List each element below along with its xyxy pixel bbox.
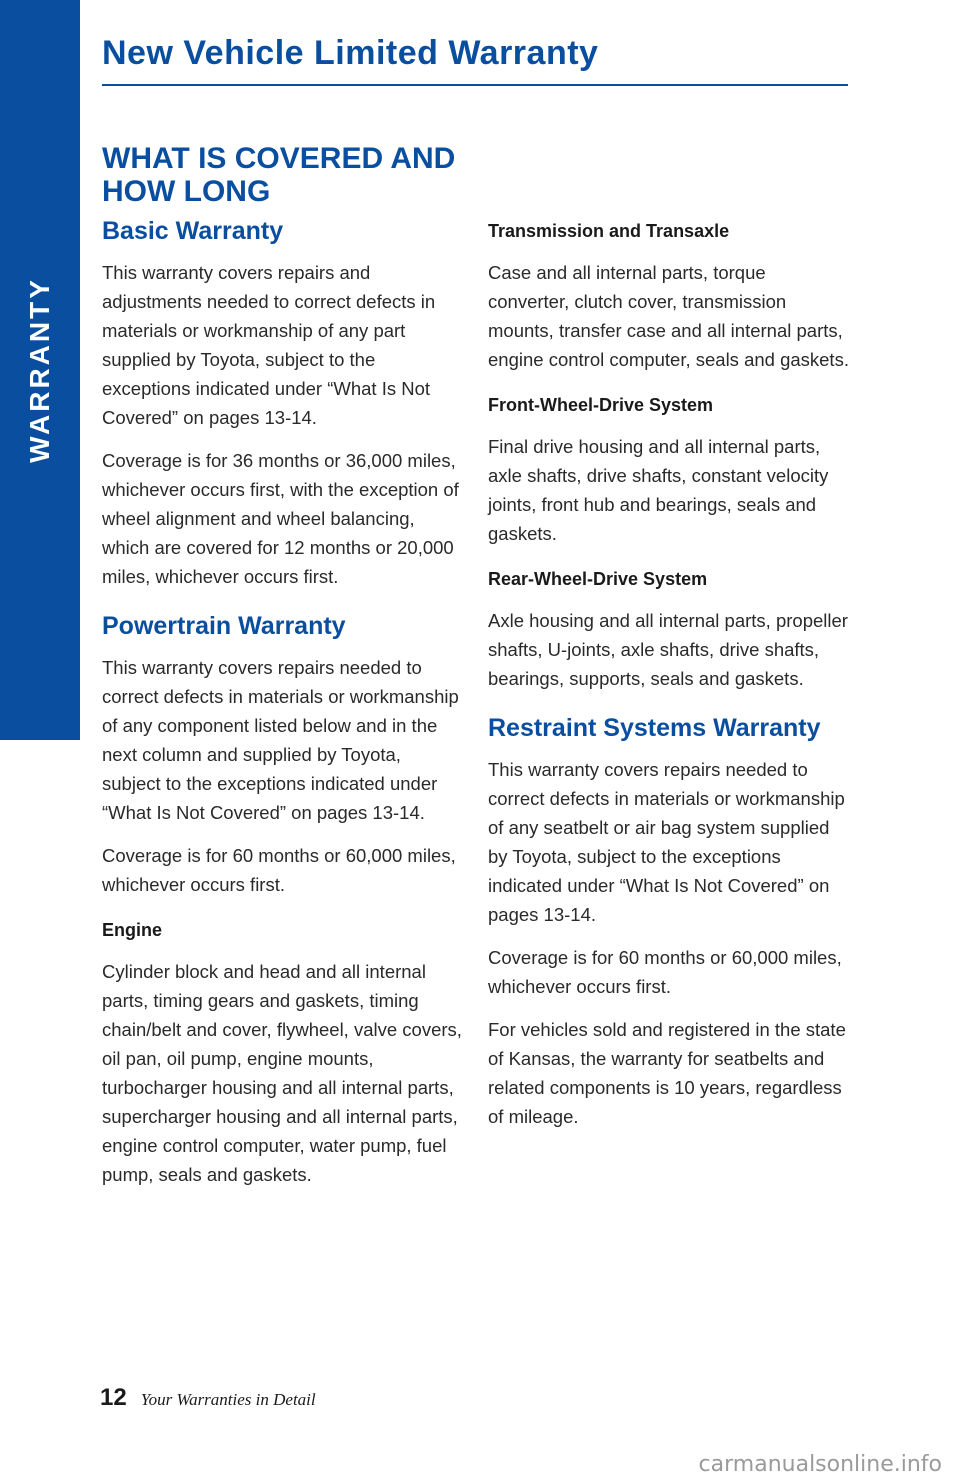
side-tab (0, 0, 80, 740)
restraint-warranty-text: This warranty covers repairs needed to correct defects in materials or workmanship of any seatbelt or air bag system supplied by Toyota, subject to the exceptions indicated under “What Is Not Covered” on pages 13-14. (488, 759, 845, 925)
right-column (488, 214, 850, 1131)
rwd-text: Axle housing and all internal parts, propeller shafts, U-joints, axle shafts, drive shafts, bearings, supports, seals and gaskets. (488, 610, 848, 689)
basic-warranty-text: This warranty covers repairs and adjustments needed to correct defects in materials or workmanship of any part supplied by Toyota, subject to the exceptions indicated under “What Is Not Covered” on pages 13-14. (102, 262, 436, 428)
section-title: WHAT IS COVERED AND HOW LONG (102, 142, 456, 208)
left-column (102, 214, 464, 1189)
powertrain-coverage-text: Coverage is for 60 months or 60,000 miles, whichever occurs first. (102, 845, 456, 895)
engine-text: Cylinder block and head and all internal parts, timing gears and gaskets, timing chain/belt and cover, flywheel, valve covers, oil pan, oil pump, engine mounts, turbocharger housing and all internal parts, supercharger housing and all internal parts, engine control computer, water pump, fuel pump, seals and gaskets. (102, 961, 462, 1185)
basic-warranty-heading: Basic Warranty (102, 217, 284, 245)
basic-coverage-text: Coverage is for 36 months or 36,000 miles, whichever occurs first, with the exception of wheel alignment and wheel balancing, which are covered for 12 months or 20,000 miles, whichever occurs first. (102, 450, 459, 587)
powertrain-warranty-text: This warranty covers repairs needed to correct defects in materials or workmanship of any component listed below and in the next column and supplied by Toyota, subject to the exceptions indicated under “What Is Not Covered” on pages 13-14. (102, 657, 459, 823)
footer-text: Your Warranties in Detail (140, 1390, 316, 1409)
restraint-warranty-heading: Restraint Systems Warranty (488, 714, 821, 742)
page-footer (100, 1384, 316, 1412)
title-divider (102, 84, 848, 86)
powertrain-warranty-heading: Powertrain Warranty (102, 612, 346, 640)
page-number: 12 (100, 1384, 127, 1411)
rwd-heading: Rear-Wheel-Drive System (488, 569, 708, 589)
side-tab-label: WARRANTY (24, 277, 55, 463)
fwd-heading: Front-Wheel-Drive System (488, 395, 714, 415)
page-title: New Vehicle Limited Warranty (102, 34, 599, 72)
fwd-text: Final drive housing and all internal parts, axle shafts, drive shafts, constant velocity joints, front hub and bearings, seals and gaskets. (488, 436, 829, 544)
restraint-coverage-text: Coverage is for 60 months or 60,000 miles, whichever occurs first. (488, 947, 842, 997)
kansas-text: For vehicles sold and registered in the state of Kansas, the warranty for seatbelts and related components is 10 years, regardless of mileage. (488, 1019, 846, 1127)
transmission-heading: Transmission and Transaxle (488, 221, 730, 241)
transmission-text: Case and all internal parts, torque converter, clutch cover, transmission mounts, transfer case and all internal parts, engine control computer, seals and gaskets. (488, 262, 849, 370)
watermark: carmanualsonline.info (698, 1452, 942, 1477)
engine-heading: Engine (102, 920, 163, 940)
